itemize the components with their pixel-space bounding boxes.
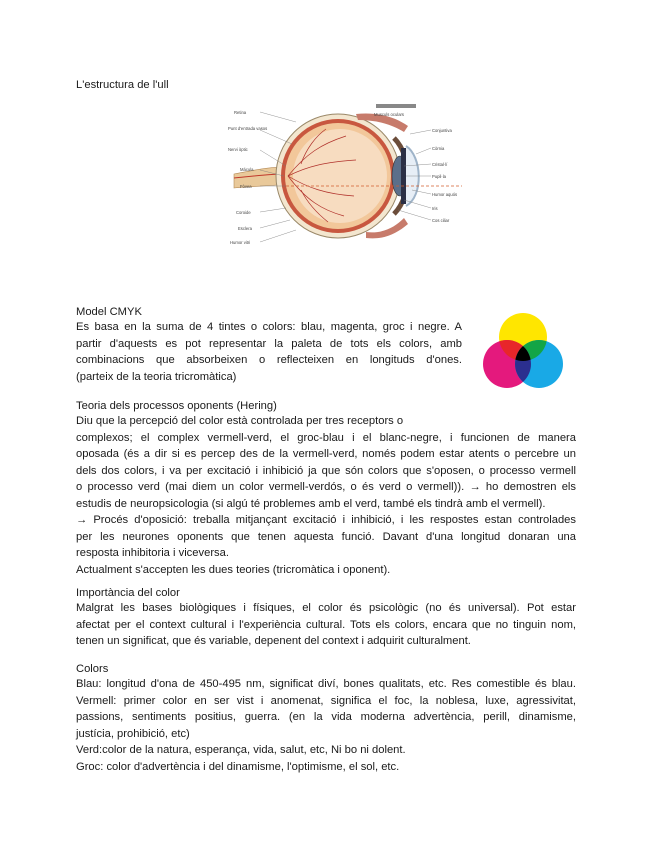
cmyk-color-wheel [481,312,565,392]
eye-label-right: Cristal·lí [432,162,448,167]
eye-label-left: Retina [234,110,247,115]
opponent-line: Diu que la percepció del color està controlada per tres receptors o [76,415,404,427]
opponent-line: estudis de neuropsicologia (si algú té problemes amb el verd, també els tindrà amb el vermell). [76,497,546,510]
colors-section-title: Colors [76,663,109,675]
eye-label-left: Nervi òptic [228,147,248,152]
importance-line: Malgrat les bases biològiques i físiques, el color és psicològic (no és universal). Pot estar [76,602,576,614]
eye-label-left: Fòvea [240,184,252,189]
cmyk-line: (parteix de la teoria tricromàtica) [76,370,237,383]
eye-label-left: Humor vitri [230,240,251,245]
cmyk-line: partir d'aquests es pot representar la paleta de tots els colors, amb [76,337,462,350]
opponent-section-title: Teoria dels processos oponents (Hering) [76,400,277,412]
eye-label-right: Conjuntiva [432,128,452,133]
colors-line: Vermell: primer color en ser vist i anomenat, significa el foc, la noblesa, luxe, agressivitat, [76,694,576,707]
importance-line: tenen un significat, que és variable, depenent del context i adquirit culturalment. [76,635,471,647]
eye-label-right: Humor aquós [432,192,458,197]
cmyk-paragraph [76,319,462,385]
importance-line: afectat per el context cultural i l'experiència cultural. Tots els colors, encara que no tinguin nom, [76,618,576,631]
opponent-line: complexos; el complex vermell-verd, el groc-blau i el blanc-negre, i funcionen de manera [76,431,576,444]
eye-label-top: Musculs oculars [374,112,405,117]
eye-label-right: Còrnia [432,146,445,151]
eye-label-right: Pupil·la [432,174,446,179]
eye-section-title: L'estructura de l'ull [76,79,169,91]
cmyk-line: combinacions que absorbeixen o reflecteixen en longituds d'ones. [76,354,462,366]
eye-label-right: Iris [432,206,438,211]
eye-label-right: Cos ciliar [432,218,450,223]
opponent-line: o processo verd (mai diem un color vermell-verdós, o és verd o vermell)). → ho demostren els [76,481,576,493]
opponent-line: oposada (és a dir si es percep des de la vermell-verd, només podem estar atents o percebre un [76,448,576,460]
colors-line: passions, sentiments positius, guerra. (en la vida moderna advertència, perill, dinamisme, [76,711,576,723]
eye-label-left: Esclera [238,226,252,231]
opponent-line: resposta inhibitoria i viceversa. [76,547,229,559]
importance-section-title: Importància del color [76,587,180,599]
eye-anatomy-diagram [226,104,466,250]
opponent-line: → Procés d'oposició: treballa mitjançant excitació i inhibició, i les respostes estan controlades [76,514,576,526]
opponent-line: dels dos colors, i va per excitació i inhibició ja que són colors que s'oposen, o processo vermell [76,464,576,477]
eye-label-left: Mácula [240,167,254,172]
opponent-line: per les neurones oponents que tenen aquesta funció. Davant d'una longitud donaran una [76,530,576,543]
cmyk-section-title: Model CMYK [76,306,142,318]
eye-labels-right [432,128,457,223]
opponent-paragraph [76,413,576,578]
colors-line: Groc: color d'advertència i del dinamisme, l'optimisme, el sol, etc. [76,760,400,773]
eye-label-left: Punt d'entrada vasos [228,126,268,131]
importance-paragraph [76,600,576,650]
colors-line: justícia, prohibició, etc) [76,727,190,740]
colors-line: Verd:color de la natura, esperança, vida, salut, etc, Ni bo ni dolent. [76,744,406,756]
cmyk-line: Es basa en la suma de 4 tintes o colors: blau, magenta, groc i negre. A [76,321,462,333]
opponent-line: Actualment s'accepten les dues teories (tricromàtica i oponent). [76,563,391,576]
colors-paragraph [76,676,576,775]
eye-label-left: Coroide [236,210,251,215]
colors-line: Blau: longitud d'ona de 450-495 nm, significat diví, bones qualitats, etc. Res comestible és blau. [76,678,576,690]
